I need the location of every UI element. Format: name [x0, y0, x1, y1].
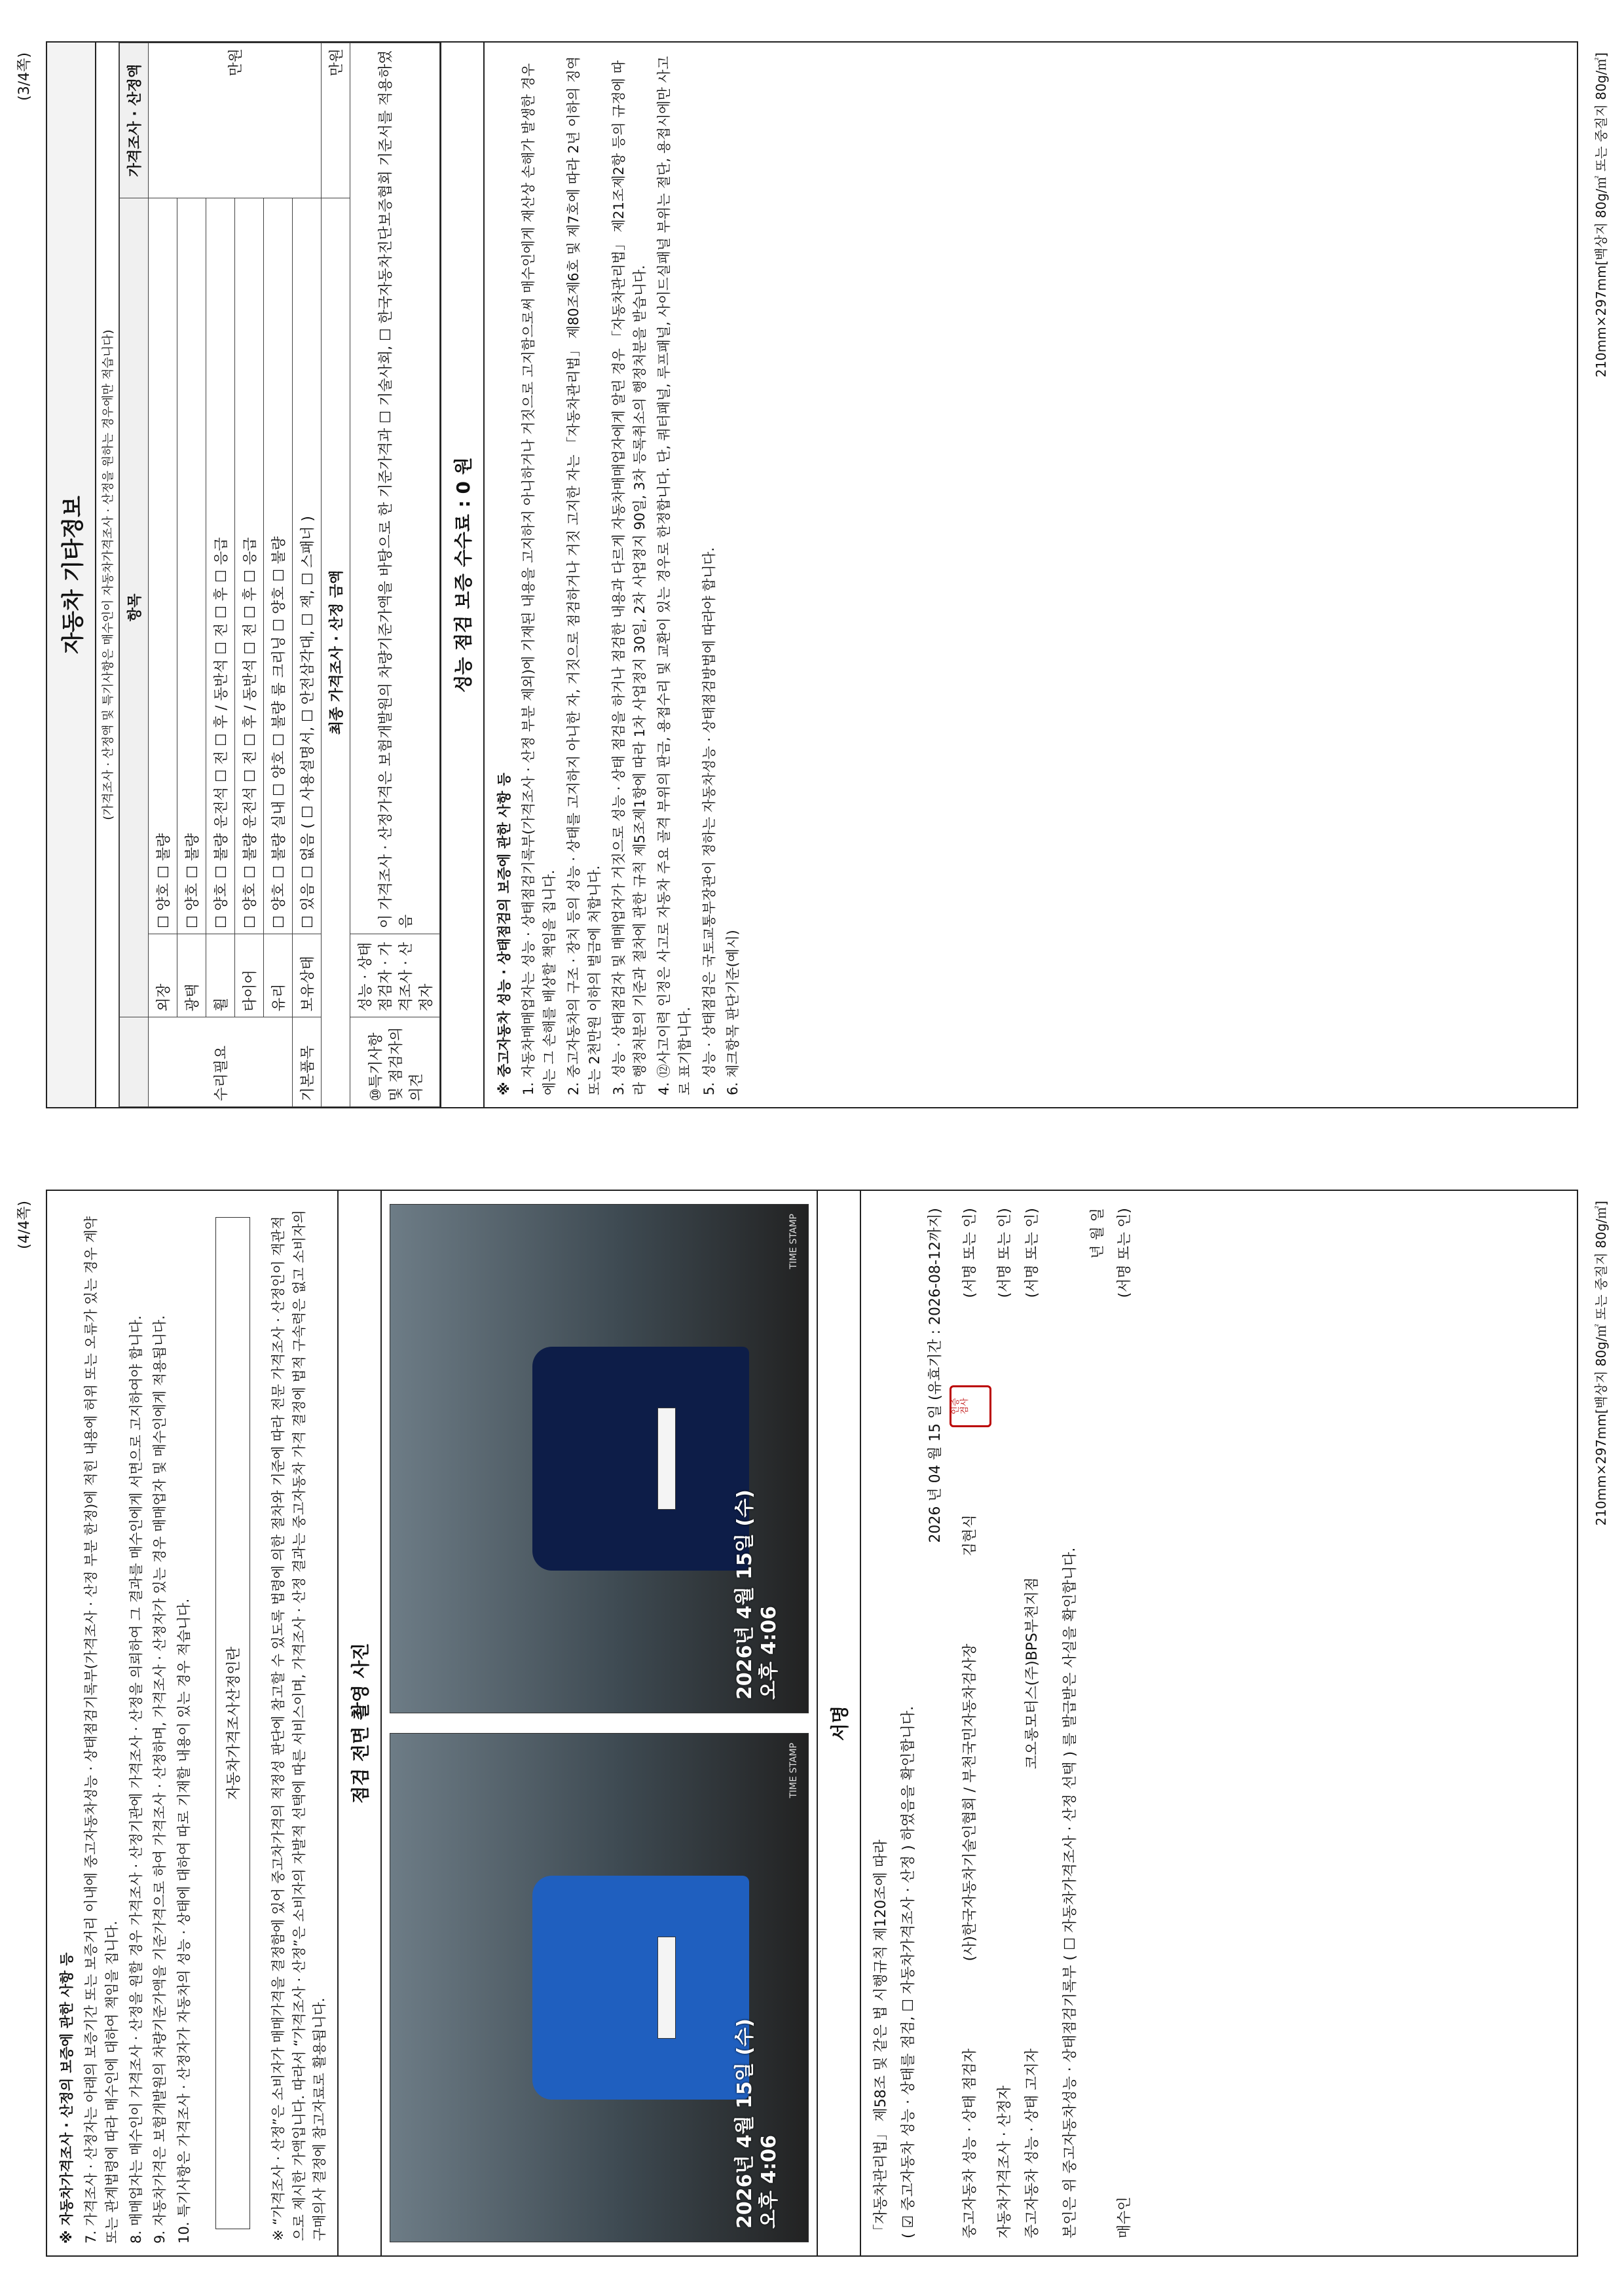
signature-block: 「자동차관리법」 제58조 및 같은 법 시행규칙 제120조에 따라 ( ☑ 중고자동차 성능 · 상태를 점검, ☐ 자동차가격조사 · 산정 ) 하였음을 확인합니다. 2026 년 04 월 15 일 (유효기간 : 2026-08-12까지) 중고자동차 성능 · 상태 점검자 (사)한국자동차기술인협회 / 부천국민자동차검사장 김현식 인증 검사 (서명 또는 인) 자동차가격조사 · 산정자 (서명 또는 인) 중고자동차 성능 · 상태 고지자 코오롱모터스(주)BPS부천지점 (서명 또는 인) 본인은 위 중고자동차성능 · 상태점검기록부 ( ☐ 자동차가격조사 · 산정 선택 ) 를 발급받은 사실을 확인합니다. 년 월 일 매수인 (서명 또는 인) — [872, 1208, 1134, 2238]
footer: 210mm×297mm[백상지 80g/㎡ 또는 중질지 80g/㎡] — [1593, 1201, 1609, 1526]
table-row: 타이어 ☐ 양호 ☐ 불량 운전석 ☐ 전 ☐ 후 / 동반석 ☐ 전 ☐ 후 ☐ 응급 — [235, 43, 264, 1107]
table-row: 광택 ☐ 양호 ☐ 불량 — [177, 43, 206, 1107]
front-photo — [390, 1733, 809, 2242]
table-row: 유리 ☐ 양호 ☐ 불량 실내 ☐ 양호 ☐ 불량 룸 크리닝 ☐ 양호 ☐ 불량 — [264, 43, 293, 1107]
col-item: 항목 — [120, 198, 149, 1017]
list-item: 6. 체크항목 판단기준(예시) — [725, 930, 741, 1095]
table-row: 기본품목 보유상태 ☐ 있음 ☐ 없음 ( ☐ 사용설명서, ☐ 안전삼각대, ☐ 잭, ☐ 스패너 ) — [293, 43, 322, 1107]
list-item: 7. 가격조사 · 산정자는 아래의 보증기간 또는 보증거리 이내에 중고자동차성능 · 상태점검기록부(가격조사 · 산정 부분 한정)에 적힌 내용에 허위 또는 오류가 있는 경우 계약 또는 관계법령에 따라 매수인에 대하여 책임을 집니다. — [83, 1216, 120, 2244]
car-image — [532, 1347, 750, 1570]
list-item: 3. 성능 · 상태점검자 및 매매업자가 거짓으로 성능 · 상태 점검을 하거나 점검한 내용과 다르게 자동차매매업자에게 알린 경우 「자동차관리법」 제21조제2항 등의 규정에 따라 행정처분의 기준과 절차에 관한 규칙 제5조제1항에 따라 1차 사업정지 30일, 2차 사업정지 90일, 3차 등록취소의 행정처분을 받습니다. — [610, 60, 648, 1095]
footer: 210mm×297mm[백상지 80g/㎡ 또는 중질지 80g/㎡] — [1593, 52, 1609, 378]
photo-timestamp: 2026년 4월 15일 (수) 오후 4:06 — [733, 2018, 781, 2229]
list-item: 5. 성능 · 상태점검은 국토교통부장관이 정하는 자동차성능 · 상태점검방법에 따라야 합니다. — [701, 547, 717, 1095]
page-4-sheet — [46, 1190, 1578, 2257]
car-image — [532, 1876, 750, 2099]
warranty-fee: 성능 점검 보증 수수료 : 0 원 — [440, 43, 485, 1107]
section-title: 자동차 기타정보 — [47, 43, 96, 1107]
list-item: 10. 특기사항은 가격조사 · 산정자가 자동차의 성능 · 상태에 대하여 따로 기재할 내용이 있는 경우 적습니다. — [175, 1598, 192, 2244]
page-3-sheet — [46, 41, 1578, 1108]
license-plate — [657, 1937, 676, 2038]
list-item: 1. 자동차매매업자는 성능 · 상태점검기록부(가격조사 · 산정 부분 제외)에 기재된 내용을 고지하지 아니하거나 거짓으로 고지함으로써 매수인에게 재산상 손해가 발생한 경우에는 그 손해를 배상할 책임을 집니다. — [520, 63, 558, 1095]
list-item: 4. ⑫사고이력 인정은 사고로 자동차 주요 골격 부위의 판금, 용접수리 및 교환이 있는 경우로 한정합니다. 단, 쿼터패널, 루프패널, 사이드실패널 부위는 절단, 용접시에만 사고로 표기합니다. — [655, 56, 693, 1095]
etc-info-table — [119, 43, 440, 1107]
section-subtitle: (가격조사 · 산정액 및 특기사항은 매수인이 자동차가격조사 · 산정을 원하는 경우에만 적습니다) — [96, 43, 119, 1107]
col-price: 가격조사 · 산정액 — [120, 43, 149, 198]
page-number: (3/4쪽) — [16, 52, 33, 101]
list-item: 2. 중고자동차의 구조 · 장치 등의 성능 · 상태를 고지하지 아니한 자, 거짓으로 점검하거나 거짓 고지한 자는 「자동차관리법」 제80조제6호 및 제7호에 따라 2년 이하의 징역 또는 2천만원 이하의 벌금에 처합니다. — [565, 56, 603, 1095]
page-4 — [0, 1148, 1624, 2296]
stamp-box: 자동차가격조사산정인란 — [215, 1217, 250, 2229]
final-price-row: 최종 가격조사 · 산정 금액 만원 — [322, 43, 350, 1107]
warning-text: ※ “가격조사 · 산정”은 소비자가 매매가격을 결정함에 있어 중고차가격의 적정성 판단에 참고할 수 있도록 법령에 의한 절차와 기준에 따라 전문 가격조사 · 산정인이 객관적으로 제시한 가액입니다. 따라서 “가격조사 · 산정”은 소비자의 자발적 선택에 따른 서비스이며, 가격조사 · 산정 결과는 중고자동차 가격 결정에 법적 구속력은 없고 소비자의 구매의사 결정에 참고자료로 활용됩니다. — [270, 1210, 328, 2241]
list-item: 9. 자동차가격은 보험개발원의 차량기준가액을 기준가격으로 하여 가격조사 · 산정하며, 가격조사 · 산정자가 있는 경우 매매업자 및 매수인에게 적용됩니다. — [152, 1315, 168, 2244]
table-row: 수리필요 외장 ☐ 양호 ☐ 불량 만원 — [149, 43, 177, 1107]
table-row: 휠 ☐ 양호 ☐ 불량 운전석 ☐ 전 ☐ 후 / 동반석 ☐ 전 ☐ 후 ☐ 응급 — [206, 43, 235, 1107]
photo-title: 점검 전면 촬영 사진 — [337, 1191, 382, 2255]
photo-row — [382, 1191, 817, 2255]
page-number: (4/4쪽) — [16, 1201, 33, 1249]
special-row: ⑩특기사항 및 점검자의 의견 성능 · 상태 점검자 · 가격조사 · 산정자 이 가격조사 · 산정가격은 보험개발원의 차량기준가액을 바탕으로 한 기준가격과 ☐ 기술사회, ☐ 한국자동차진단보증협회 기준서를 적용하였음 — [350, 43, 440, 1107]
notes-list: ※ 자동차가격조사 · 산정의 보증에 관한 사항 등 7. 가격조사 · 산정자는 아래의 보증기간 또는 보증거리 이내에 중고자동차성능 · 상태점검기록부(가격조사 · 산정 부분 한정)에 적힌 내용에 허위 또는 오류가 있는 경우 계약 또는 관계법령에 따라 매수인에 대하여 책임을 집니다. 8. 매매업자는 매수인이 가격조사 · 산정을 원할 경우 가격조사 · 산정기관에 가격조사 · 산정을 의뢰하여 그 결과를 매수인에게 서면으로 고지하여야 합니다. 9. 자동차가격은 보험개발원의 차량기준가액을 기준가격으로 하여 가격조사 · 산정하며, 가격조사 · 산정자가 있는 경우 매매업자 및 매수인에게 적용됩니다. 10. 특기사항은 가격조사 · 산정자가 자동차의 성능 · 상태에 대하여 따로 기재할 내용이 있는 경우 적습니다. — [47, 1191, 204, 2255]
photo-timestamp: 2026년 4월 15일 (수) 오후 4:06 — [733, 1489, 781, 1700]
license-plate — [657, 1408, 676, 1509]
sign-title: 서명 — [817, 1191, 861, 2255]
timestamp-brand: TIME STAMP — [788, 1743, 799, 1798]
front-photo — [390, 1204, 809, 1713]
timestamp-brand: TIME STAMP — [788, 1214, 799, 1269]
list-item: 8. 매매업자는 매수인이 가격조사 · 산정을 원할 경우 가격조사 · 산정기관에 가격조사 · 산정을 의뢰하여 그 결과를 매수인에게 서면으로 고지하여야 합니다. — [128, 1315, 144, 2244]
notes-list: ※ 중고자동차 성능 · 상태점검의 보증에 관한 사항 등 1. 자동차매매업자는 성능 · 상태점검기록부(가격조사 · 산정 부분 제외)에 기재된 내용을 고지하지 아니하거나 거짓으로 고지함으로써 매수인에게 재산상 손해가 발생한 경우에는 그 손해를 배상할 책임을 집니다. 2. 중고자동차의 구조 · 장치 등의 성능 · 상태를 고지하지 아니한 자, 거짓으로 점검하거나 거짓 고지한 자는 「자동차관리법」 제80조제6호 및 제7호에 따라 2년 이하의 징역 또는 2천만원 이하의 벌금에 처합니다. 3. 성능 · 상태점검자 및 매매업자가 거짓으로 성능 · 상태 점검을 하거나 점검한 내용과 다르게 자동차매매업자에게 알린 경우 「자동차관리법」 제21조제2항 등의 규정에 따라 행정처분의 기준과 절차에 관한 규칙 제5조제1항에 따라 1차 사업정지 30일, 2차 사업정지 90일, 3차 등록취소의 행정처분을 받습니다. 4. ⑫사고이력 인정은 사고로 자동차 주요 골격 부위의 판금, 용접수리 및 교환이 있는 경우로 한정합니다. 단, 쿼터패널, 루프패널, 사이드실패널 부위는 절단, 용접시에만 사고로 표기합니다. 5. 성능 · 상태점검은 국토교통부장관이 정하는 자동차성능 · 상태점검방법에 따라야 합니다. 6. 체크항목 판단기준(예시) — [485, 43, 753, 1107]
seal-stamp: 인증 검사 — [950, 1385, 991, 1427]
